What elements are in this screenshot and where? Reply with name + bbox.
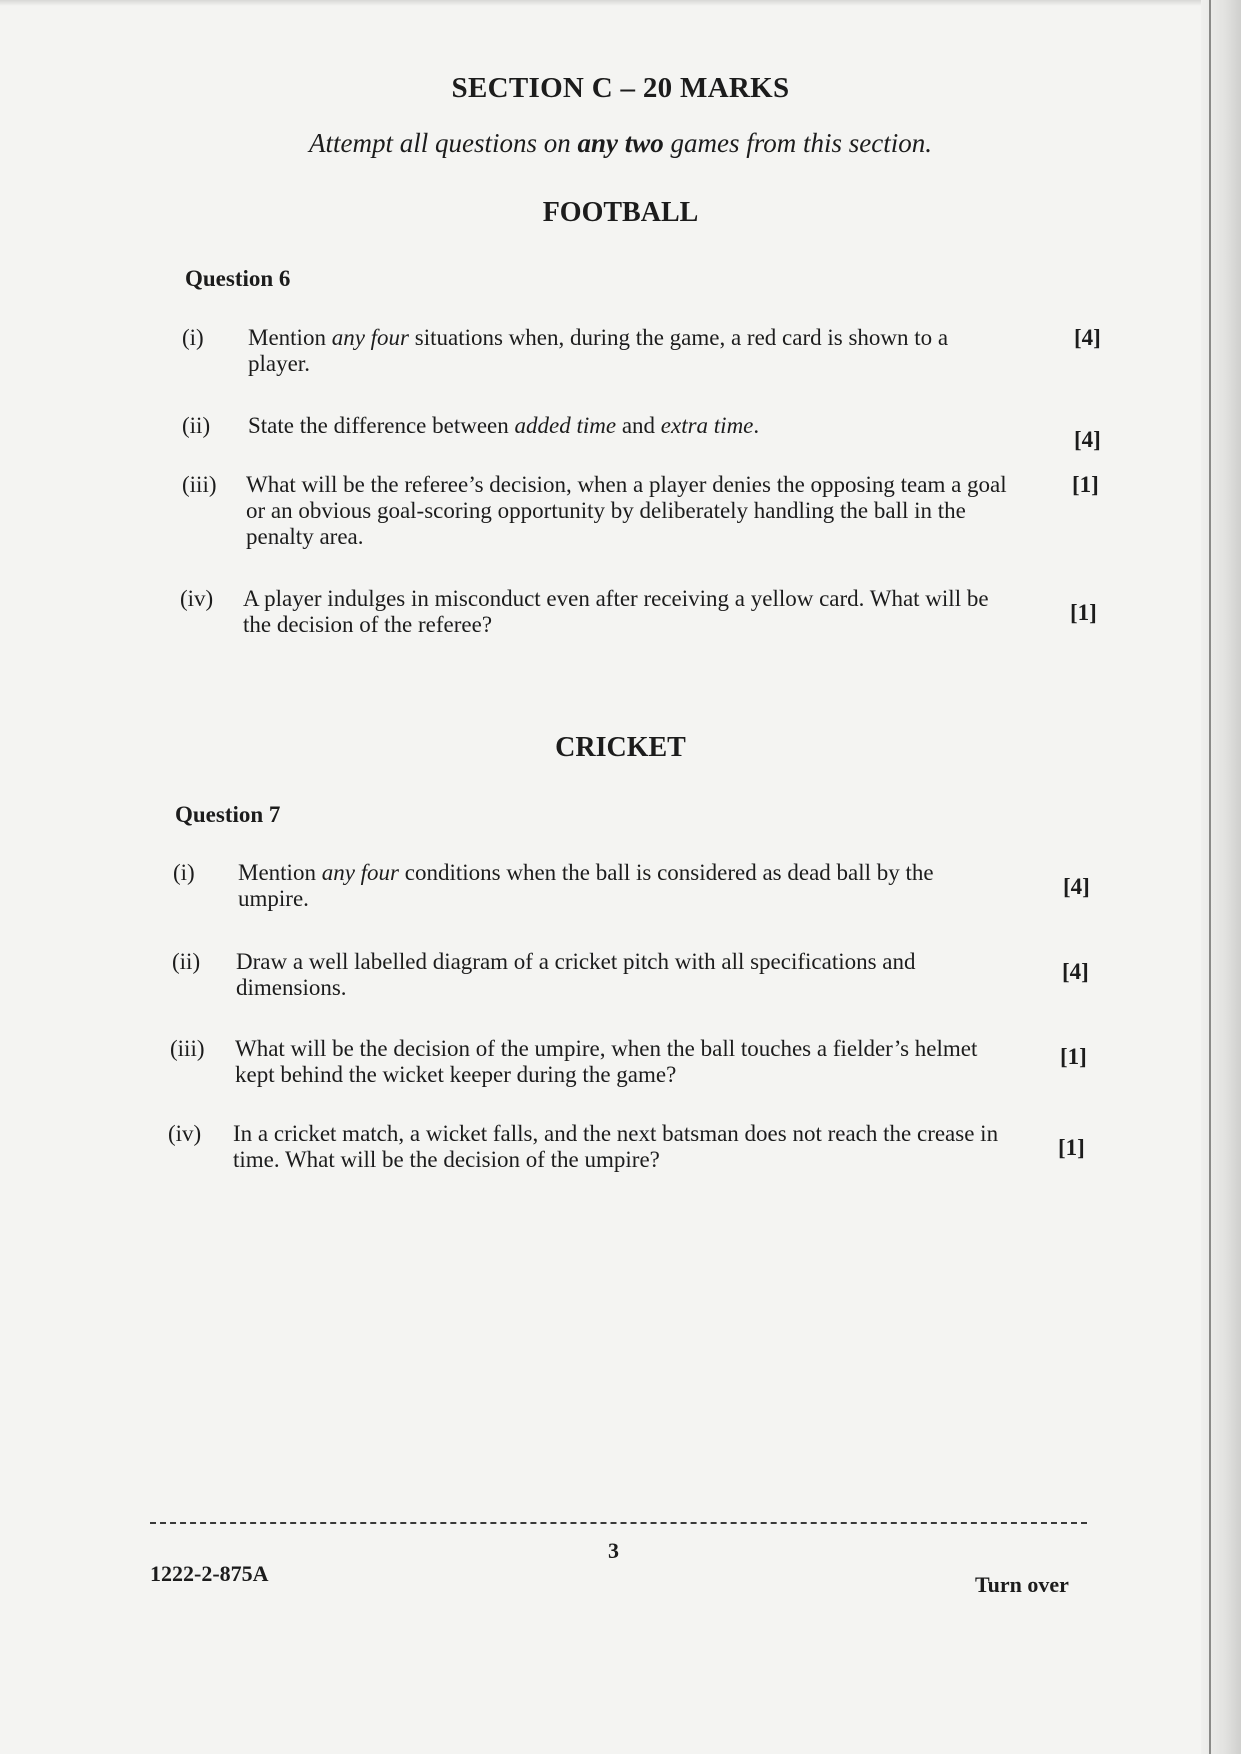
question-6-heading: Question 6 — [185, 266, 291, 291]
item-number: (i) — [182, 325, 204, 350]
item-text: What will be the referee’s decision, when a player denies the opposing team a goal or an obvious goal-scoring opportunity by deliberately handling the ball in the penalty area. — [246, 472, 1007, 549]
section-title: SECTION C – 20 MARKS — [451, 72, 790, 104]
cricket-item-iv — [168, 1121, 1088, 1177]
item-text: Mention any four conditions when the ball is considered as dead ball by the umpire. — [238, 860, 934, 911]
item-text: In a cricket match, a wicket falls, and the next batsman does not reach the crease in time. What will be the decision of the umpire? — [233, 1121, 999, 1172]
item-number: (iv) — [168, 1121, 202, 1146]
item-marks: [4] — [1074, 427, 1101, 452]
football-title: FOOTBALL — [542, 197, 699, 228]
paper-code: 1222-2-875A — [150, 1561, 269, 1586]
football-item-iii — [182, 472, 1102, 556]
scan-border-line — [1209, 0, 1211, 1754]
item-text: Mention any four situations when, during the game, a red card is shown to a player. — [248, 325, 949, 376]
cricket-item-iii — [170, 1036, 1090, 1092]
scan-shadow-right — [1201, 0, 1241, 1754]
item-text: A player indulges in misconduct even after receiving a yellow card. What will be the decision of the referee? — [243, 586, 989, 637]
item-number: (i) — [173, 860, 195, 885]
question-7-heading: Question 7 — [175, 802, 281, 827]
item-marks: [4] — [1063, 874, 1090, 899]
cricket-item-ii — [172, 949, 1092, 1005]
page-number: 3 — [608, 1538, 619, 1563]
football-item-i — [182, 325, 1102, 381]
item-marks: [1] — [1070, 600, 1097, 625]
turn-over-label: Turn over — [975, 1572, 1069, 1597]
item-marks: [1] — [1072, 472, 1099, 497]
cricket-title: CRICKET — [555, 732, 686, 763]
football-item-iv — [180, 586, 1100, 642]
item-number: (iii) — [182, 472, 217, 497]
item-text: State the difference between added time and extra time. — [248, 413, 760, 438]
item-text: What will be the decision of the umpire, when the ball touches a fielder’s helmet kept behind the wicket keeper during the game? — [235, 1036, 978, 1087]
instruction-text-post: games from this section. — [663, 128, 932, 158]
instruction-text-pre: Attempt all questions on — [309, 128, 578, 158]
item-marks: [1] — [1058, 1135, 1085, 1160]
instruction-text-bold: any two — [577, 128, 664, 158]
football-item-ii — [182, 413, 1102, 453]
item-number: (ii) — [182, 413, 211, 438]
section-instruction — [0, 128, 1241, 159]
item-number: (iii) — [170, 1036, 205, 1061]
item-marks: [1] — [1060, 1044, 1087, 1069]
scan-shadow-top — [0, 0, 1241, 6]
item-number: (iv) — [180, 586, 214, 611]
footer-divider — [150, 1522, 1087, 1524]
cricket-item-i — [173, 860, 1093, 916]
item-text: Draw a well labelled diagram of a cricket pitch with all specifications and dimensions. — [236, 949, 916, 1000]
item-marks: [4] — [1062, 959, 1089, 984]
item-marks: [4] — [1074, 325, 1101, 350]
item-number: (ii) — [172, 949, 201, 974]
